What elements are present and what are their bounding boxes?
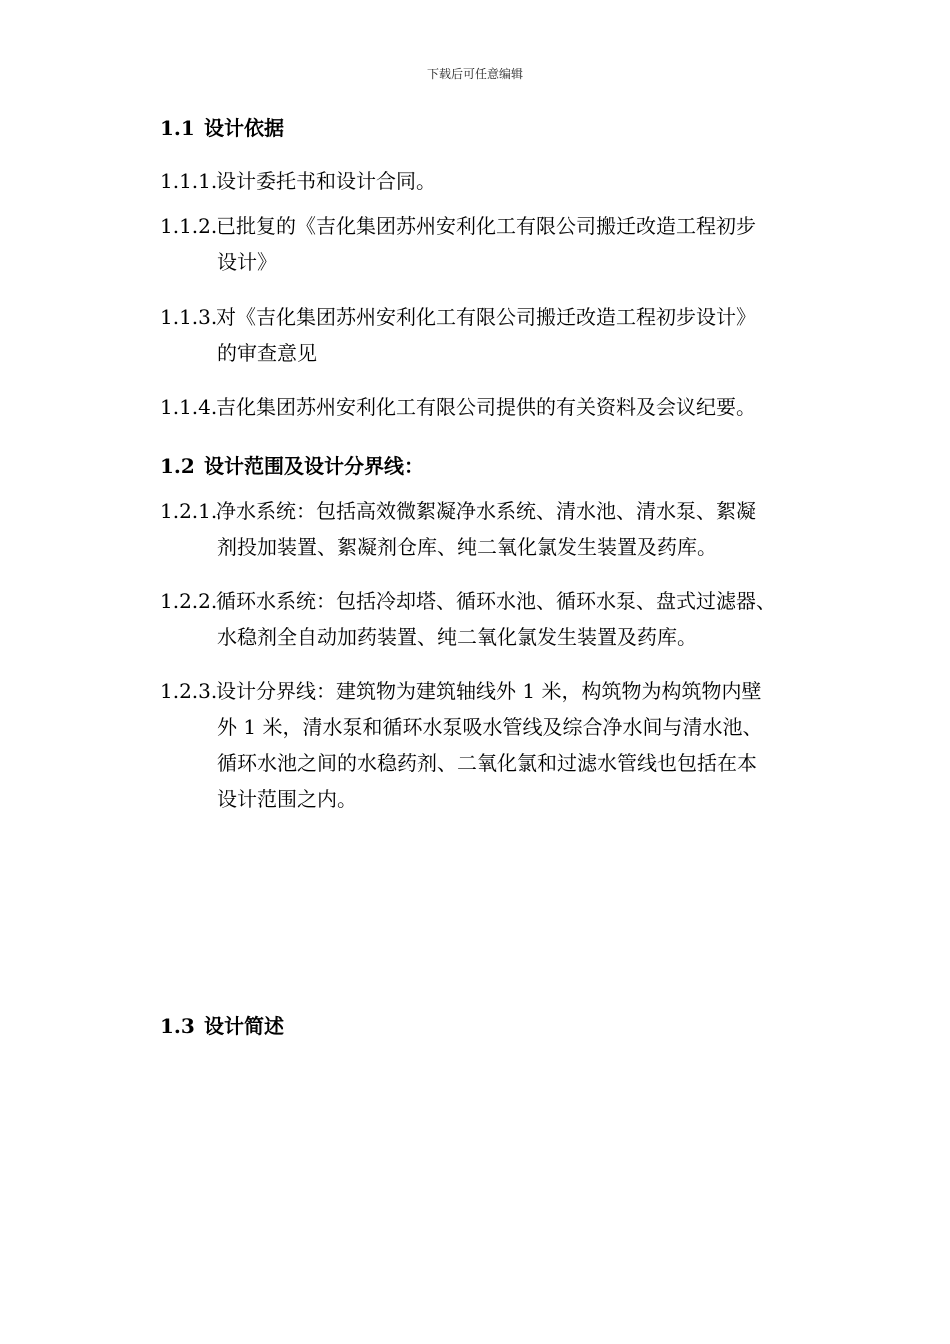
item-text-line: 设计范围之内。 — [217, 787, 357, 811]
item-text-line: 循环水池之间的水稳药剂、二氧化氯和过滤水管线也包括在本 — [217, 751, 757, 775]
section-heading-1-1 — [160, 114, 284, 142]
list-item-1-1-1 — [160, 163, 840, 199]
section-number: 1.3 — [160, 1014, 195, 1038]
list-item-1-1-3 — [160, 299, 840, 371]
section-number: 1.2 — [160, 454, 195, 478]
item-number: 1.1.4. — [160, 395, 218, 419]
item-number: 1.2.1. — [160, 499, 218, 523]
list-item-1-1-4 — [160, 389, 840, 425]
item-text-line: 水稳剂全自动加药装置、纯二氧化氯发生装置及药库。 — [217, 625, 697, 649]
item-text-line: 对《吉化集团苏州安利化工有限公司搬迁改造工程初步设计》 — [216, 305, 756, 329]
section-heading-1-2 — [160, 452, 424, 480]
section-heading-1-3 — [160, 1012, 284, 1040]
item-text-line: 已批复的《吉化集团苏州安利化工有限公司搬迁改造工程初步 — [216, 214, 756, 238]
item-text-line: 设计委托书和设计合同。 — [216, 169, 436, 193]
item-text-line: 净水系统：包括高效微絮凝净水系统、清水池、清水泵、絮凝 — [216, 499, 756, 523]
item-number: 1.2.2. — [160, 589, 218, 613]
item-text-line: 剂投加装置、絮凝剂仓库、纯二氧化氯发生装置及药库。 — [217, 535, 717, 559]
item-number: 1.1.2. — [160, 214, 218, 238]
item-number: 1.1.3. — [160, 305, 218, 329]
item-number: 1.1.1. — [160, 169, 218, 193]
page-header: 下载后可任意编辑 — [426, 67, 523, 81]
item-text-line: 的审查意见 — [217, 341, 317, 365]
item-text-line: 设计》 — [217, 250, 277, 274]
list-item-1-2-2 — [160, 583, 840, 655]
list-item-1-2-1 — [160, 493, 840, 565]
item-number: 1.2.3. — [160, 679, 218, 703]
item-text-line: 循环水系统：包括冷却塔、循环水池、循环水泵、盘式过滤器、 — [216, 589, 776, 613]
section-title: 设计简述 — [204, 1014, 284, 1038]
section-title: 设计范围及设计分界线： — [204, 454, 424, 478]
list-item-1-1-2 — [160, 208, 840, 280]
item-text-line: 设计分界线：建筑物为建筑轴线外 1 米，构筑物为构筑物内壁 — [216, 679, 762, 703]
item-text-line: 吉化集团苏州安利化工有限公司提供的有关资料及会议纪要。 — [216, 395, 756, 419]
section-title: 设计依据 — [204, 116, 284, 140]
item-text-line: 外 1 米，清水泵和循环水泵吸水管线及综合净水间与清水池、 — [217, 715, 763, 739]
section-number: 1.1 — [160, 116, 195, 140]
list-item-1-2-3 — [160, 673, 840, 817]
